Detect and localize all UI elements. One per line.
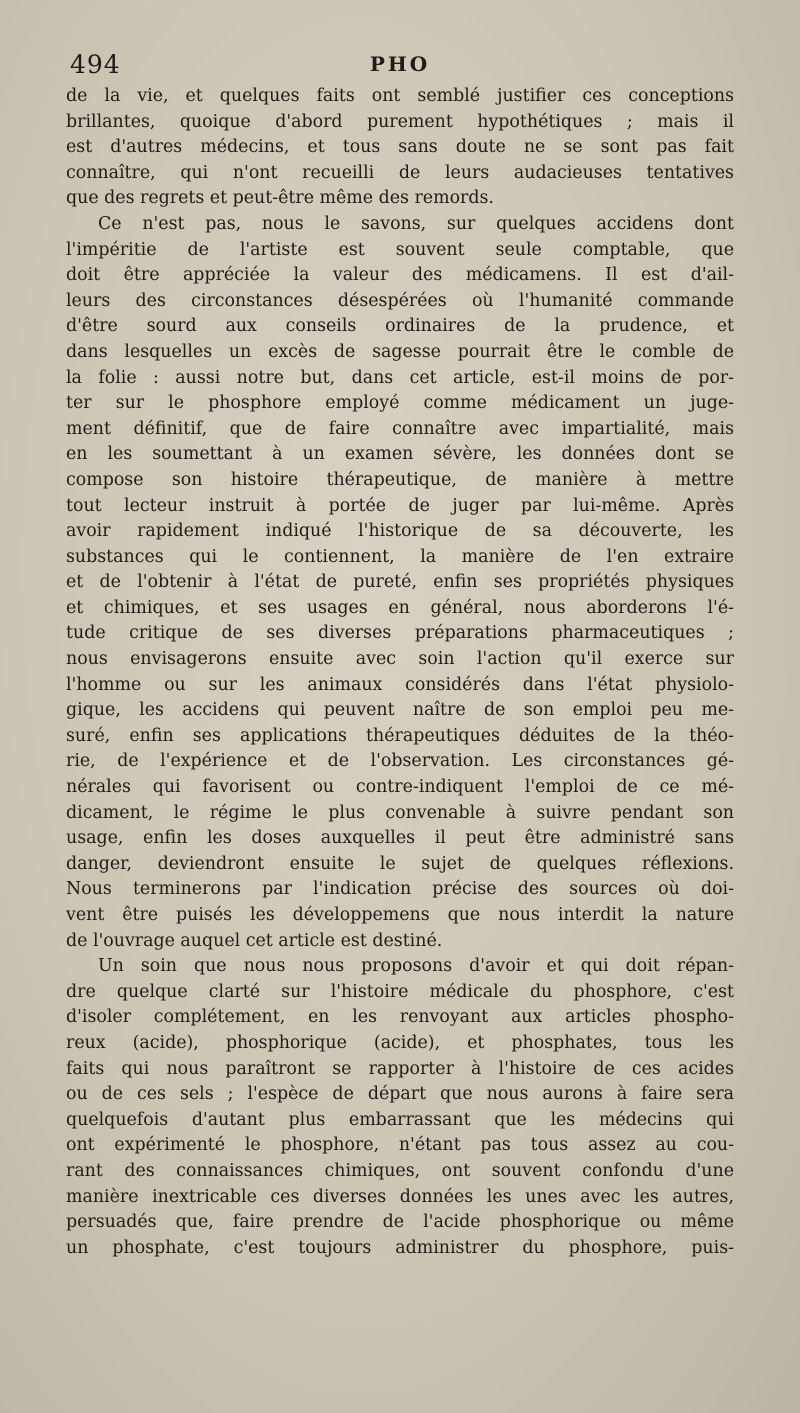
text-line: de l'ouvrage auquel cet article est destiné. xyxy=(66,930,443,951)
text-line: dre quelque clarté sur l'histoire médicale du phosphore, c'est xyxy=(66,981,734,1002)
text-line: substances qui le contiennent, la manière de l'en extraire xyxy=(66,546,734,567)
running-head xyxy=(66,44,734,84)
text-line: Nous terminerons par l'indication précise des sources où doi- xyxy=(66,879,734,900)
text-line: rie, de l'expérience et de l'observation. Les circonstances gé- xyxy=(66,751,734,772)
paragraph xyxy=(66,212,734,954)
text-line: ont expérimenté le phosphore, n'étant pas tous assez au cou- xyxy=(66,1135,734,1156)
text-line: et chimiques, et ses usages en général, nous aborderons l'é- xyxy=(66,597,734,618)
text-line: persuadés que, faire prendre de l'acide phosphorique ou même xyxy=(66,1212,734,1233)
text-line: nérales qui favorisent ou contre-indiquent l'emploi de ce mé- xyxy=(66,777,734,798)
text-line: que des regrets et peut-être même des remords. xyxy=(66,188,494,209)
text-line: manière inextricable ces diverses données les unes avec les autres, xyxy=(66,1186,734,1207)
text-line: est d'autres médecins, et tous sans doute ne se sont pas fait xyxy=(66,137,734,158)
text-line: ment définitif, que de faire connaître avec impartialité, mais xyxy=(66,418,734,439)
text-line: un phosphate, c'est toujours administrer du phosphore, puis- xyxy=(66,1237,734,1258)
text-line: doit être appréciée la valeur des médicamens. Il est d'ail- xyxy=(66,265,734,286)
text-line: compose son histoire thérapeutique, de manière à mettre xyxy=(66,469,734,490)
text-line: quelquefois d'autant plus embarrassant que les médecins qui xyxy=(66,1109,734,1130)
book-page xyxy=(66,44,734,1261)
text-line: Ce n'est pas, nous le savons, sur quelques accidens dont xyxy=(98,213,734,234)
text-line: la folie : aussi notre but, dans cet article, est-il moins de por- xyxy=(66,367,734,388)
paragraph xyxy=(66,954,734,1261)
text-line: d'être sourd aux conseils ordinaires de la prudence, et xyxy=(66,316,734,337)
page-number: 494 xyxy=(70,50,121,79)
text-line: en les soumettant à un examen sévère, les données dont se xyxy=(66,444,734,465)
text-line: ou de ces sels ; l'espèce de départ que nous aurons à faire sera xyxy=(66,1084,734,1105)
text-line: brillantes, quoique d'abord purement hypothétiques ; mais il xyxy=(66,111,734,132)
text-line: tude critique de ses diverses préparations pharmaceutiques ; xyxy=(66,623,734,644)
header-title: PHO xyxy=(369,52,431,76)
text-line: dicament, le régime le plus convenable à suivre pendant son xyxy=(66,802,734,823)
text-line: gique, les accidens qui peuvent naître de son emploi peu me- xyxy=(66,700,734,721)
text-line: l'impéritie de l'artiste est souvent seule comptable, que xyxy=(66,239,734,260)
text-line: Un soin que nous nous proposons d'avoir et qui doit répan- xyxy=(98,956,734,977)
text-body xyxy=(66,84,734,1261)
text-line: et de l'obtenir à l'état de pureté, enfin ses propriétés physiques xyxy=(66,572,734,593)
text-line: leurs des circonstances désespérées où l'humanité commande xyxy=(66,290,734,311)
text-line: connaître, qui n'ont recueilli de leurs audacieuses tentatives xyxy=(66,162,734,183)
text-line: d'isoler complétement, en les renvoyant aux articles phospho- xyxy=(66,1007,734,1028)
text-line: danger, deviendront ensuite le sujet de quelques réflexions. xyxy=(66,853,734,874)
text-line: reux (acide), phosphorique (acide), et phosphates, tous les xyxy=(66,1032,734,1053)
text-line: suré, enfin ses applications thérapeutiques déduites de la théo- xyxy=(66,725,734,746)
paragraph xyxy=(66,84,734,212)
text-line: usage, enfin les doses auxquelles il peut être administré sans xyxy=(66,828,734,849)
text-line: l'homme ou sur les animaux considérés dans l'état physiolo- xyxy=(66,674,734,695)
text-line: de la vie, et quelques faits ont semblé justifier ces conceptions xyxy=(66,86,734,106)
text-line: rant des connaissances chimiques, ont souvent confondu d'une xyxy=(66,1160,734,1181)
text-line: dans lesquelles un excès de sagesse pourrait être le comble de xyxy=(66,341,734,362)
text-line: ter sur le phosphore employé comme médicament un juge- xyxy=(66,393,734,414)
text-line: tout lecteur instruit à portée de juger par lui-même. Après xyxy=(66,495,734,516)
text-line: faits qui nous paraîtront se rapporter à l'histoire de ces acides xyxy=(66,1058,734,1079)
text-line: nous envisagerons ensuite avec soin l'action qu'il exerce sur xyxy=(66,649,734,670)
text-line: avoir rapidement indiqué l'historique de sa découverte, les xyxy=(66,521,734,542)
text-line: vent être puisés les développemens que nous interdit la nature xyxy=(66,905,734,925)
